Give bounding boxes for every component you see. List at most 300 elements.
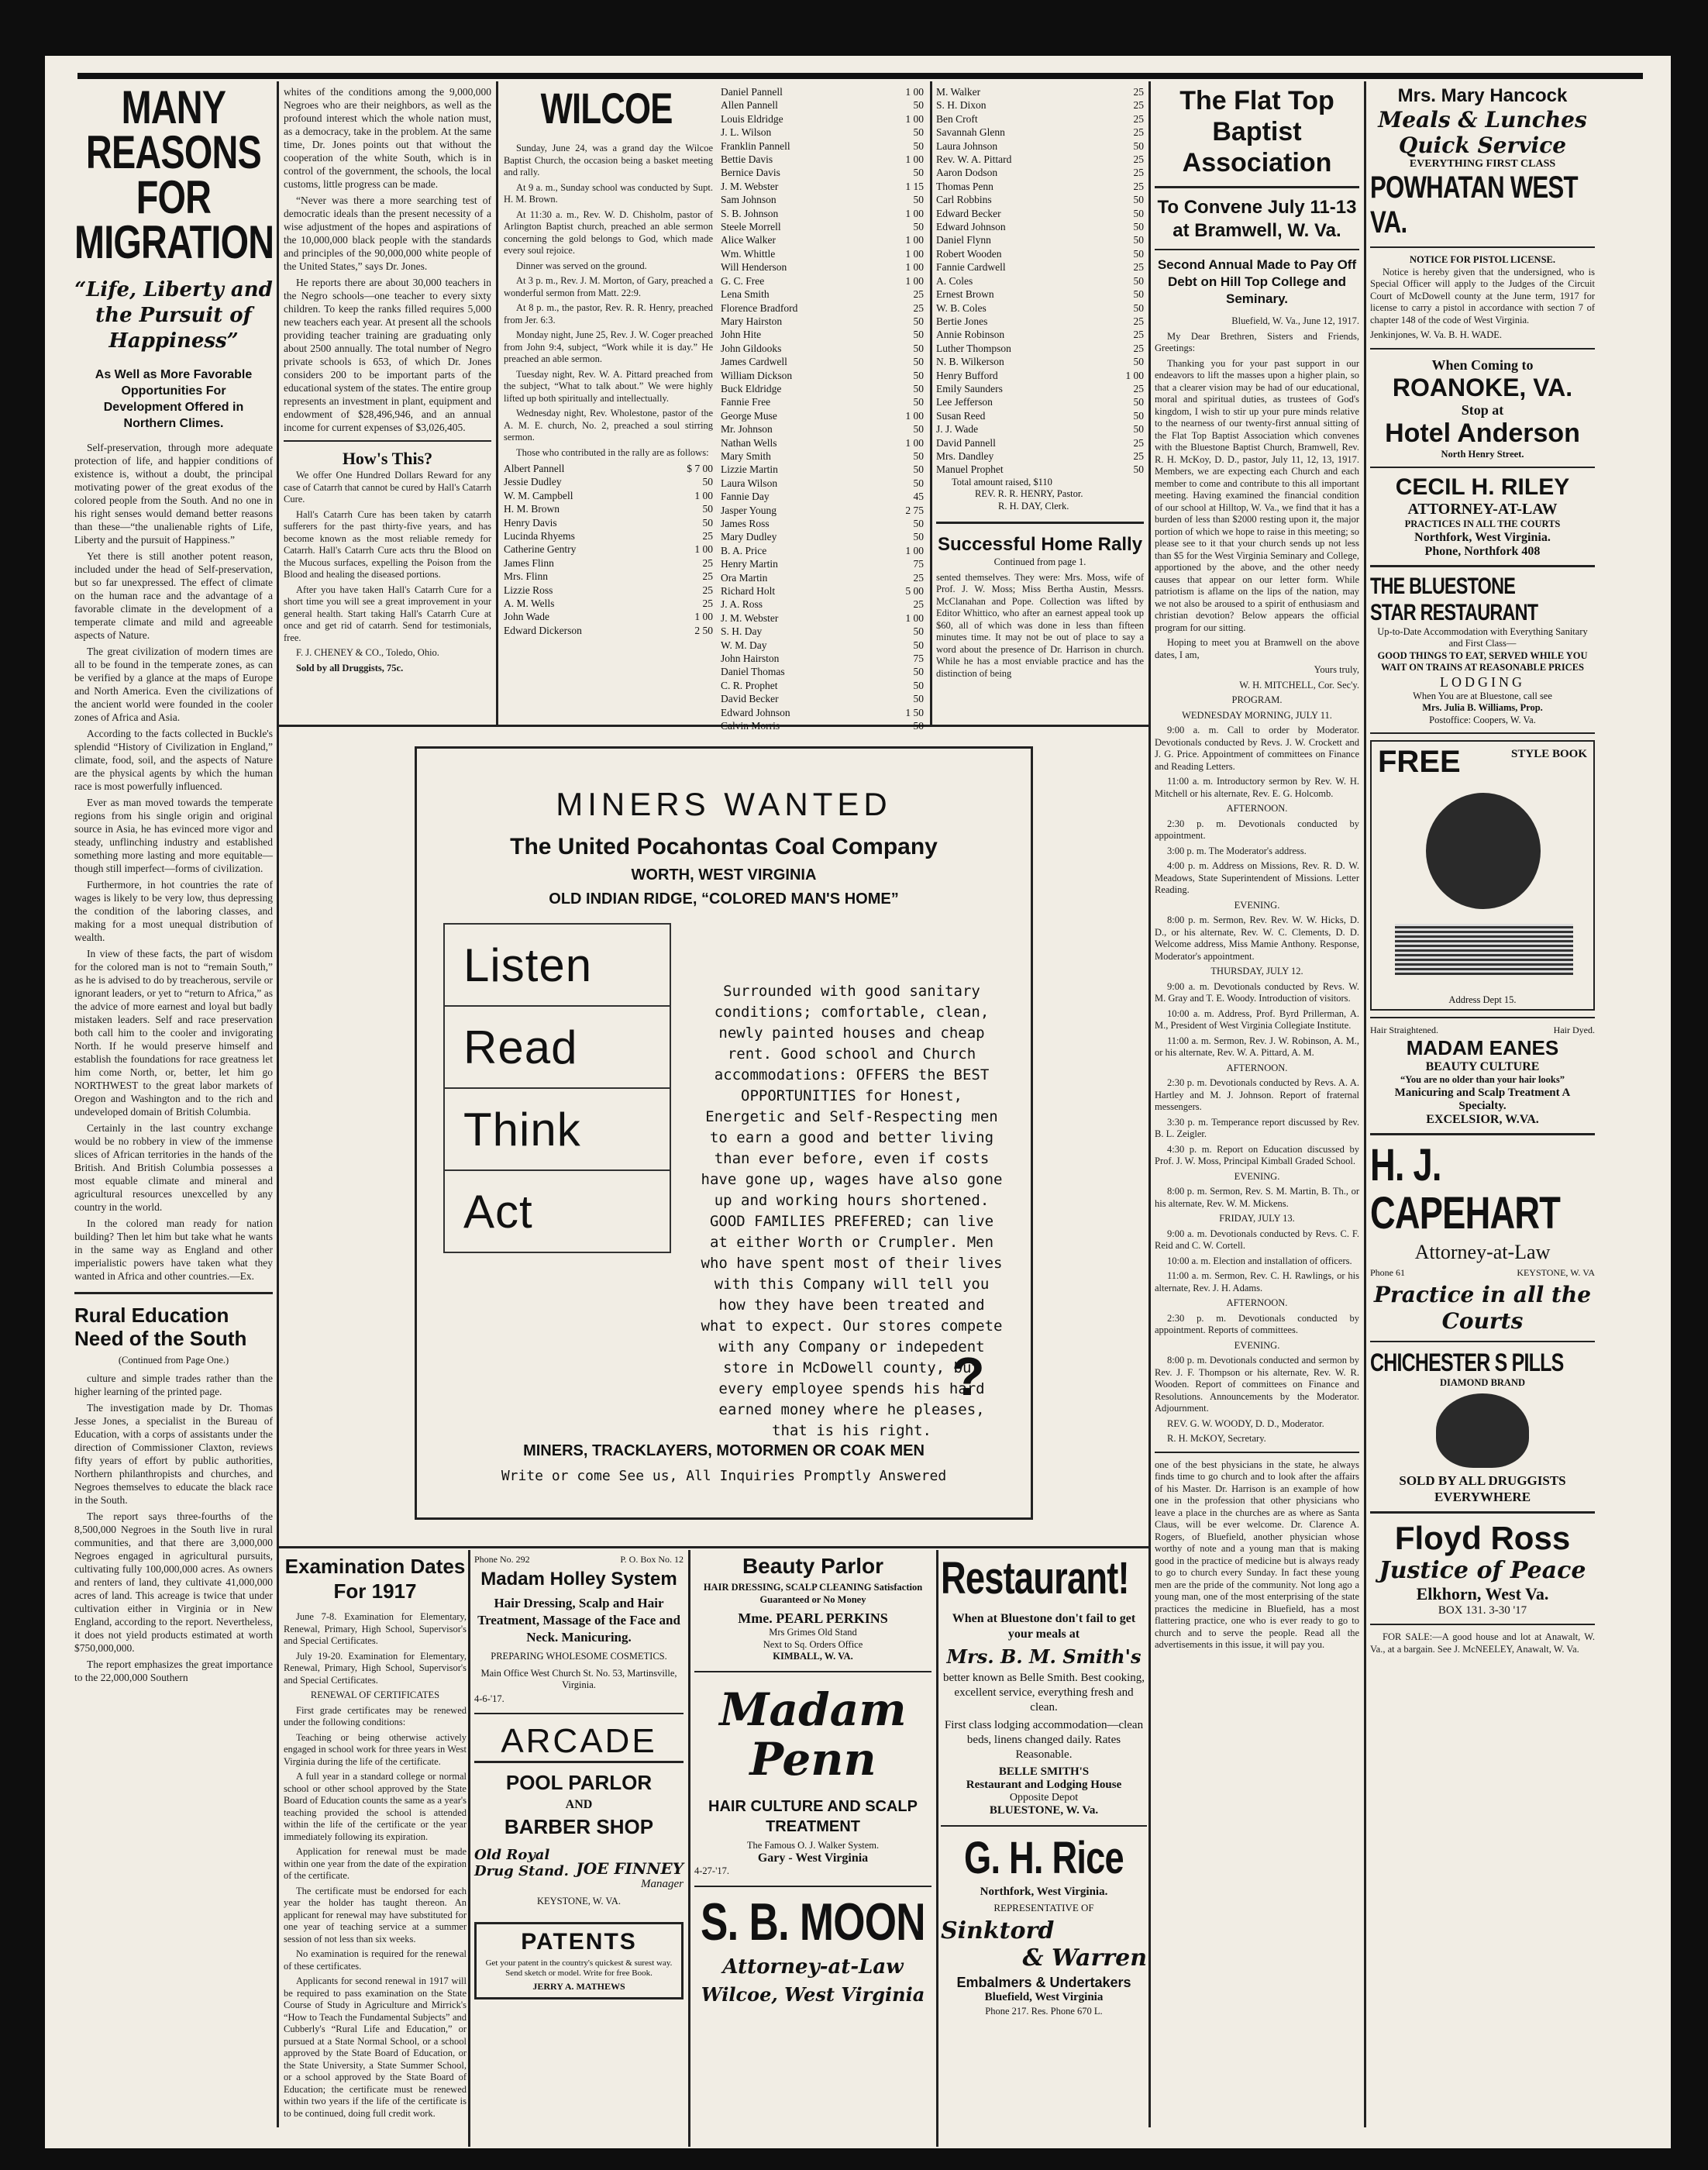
- contributor-name: Mary Dudley: [721, 531, 777, 543]
- list-item: [721, 436, 924, 450]
- program-title: PROGRAM.: [1231, 694, 1283, 705]
- article-body: [284, 1611, 467, 2120]
- program-heading: AFTERNOON.: [1226, 1062, 1288, 1073]
- list-item: [936, 85, 1144, 98]
- paragraph: Monday night, June 25, Rev. J. W. Coger preached from John 9:4, subject, “Work while it is day.” He preached an able sermon.: [504, 329, 713, 364]
- paragraph: one of the best physicians in the state, he always finds time to go church and to look after the affairs of his Master. Dr. Harrison is an example of how one in the profession that other physicians who leave a place in the churches are as where as Santa Claus, will be ever welcome. Dr. Clarence A. Rogers, of Bluefield, another physician whose worthy of note and a young man that is making good in the practice of medicine but is always ready to go to church every Sunday. In fact these young men are the pride of the community. Not long ago a young man, one of the most enterprising of the state practices the medicine in Bluefield, has a most flattering practice, one who is ever ready to go to church and to serve the people. Read all the advertisements in this issue, it will pay you.: [1155, 1459, 1359, 1650]
- contributor-name: James Ross: [721, 518, 770, 529]
- paragraph: He reports there are about 30,000 teachers in the Negro schools—one teacher to every sixty children. To keep the ranks filled requires 5,000 new teachers each year. At present all the schools providing teacher training are graduating only about 2500 annually. The total number of Negro private schools is 653, of which Dr. Jones considers 200 to be important parts of the educational system of the states. The entire group represents an investment in plant, equipment and endowment of $28,496,946, and an annual income for current expenses of $3,026,405.: [284, 277, 491, 433]
- list-item: [721, 530, 924, 543]
- paragraph: After you have taken Hall's Catarrh Cure for a short time you will see a great improvement in your general health. Start taking Hall's Catarrh Cure at once and get rid of catarrh. Send for testimonials, free.: [284, 584, 491, 643]
- list-item: [721, 140, 924, 153]
- contributor-name: J. M. Webster: [721, 180, 779, 192]
- article-body: [284, 85, 491, 434]
- paragraph: Thanking you for your past support in our endeavors to lift the masses upon a higher plain, so that a clearer vision may be had of our educational, moral and spiritual duties, as trustees of God's kingdom, I wish to stir up your pure minds relative to the nearness of our twenty-first annual sitting of the Flat Top Baptist Association which convenes with the Bluestone Baptist Church, Bramwell, Rev. R. H. McKoy, D. D., pastor, July 11, 12, 13, 1917. Members, we are expecting each Church and each member to come and contribute to this all important meeting. Having examined the financial condition of our school at Hilltop, W. Va., we find that it has a burden of less than $2000 resting upon it, the major portion of which we hope to raise in this meeting; so please see to it that your church sends up not less than $5 for the West Virginia Seminary and College, apportioned by the above, and the other needy causes that appear on our letter form. While patriotism is aflame on the lips of the nation, may we not also be aroused to a spirit of enthusiasm and christian devotion? Below appears the official program for our sitting.: [1155, 357, 1359, 633]
- paragraph: Hoping to meet you at Bramwell on the above dates, I am,: [1155, 637, 1359, 660]
- contribution-amount: 50: [913, 518, 924, 529]
- contributor-name: Daniel Thomas: [721, 666, 785, 678]
- program-heading: AFTERNOON.: [1226, 803, 1288, 814]
- list-item: [721, 315, 924, 328]
- paragraph: The report says three-fourths of the 8,500,000 Negroes in the South live in rural communities, and that there are 3,000,000 Negroes engaged in agricultural pursuits, cultivating fully 100,000,000 acres. As owners and renters of land, they cultivate 41,000,000 acres of land. This acreage is twice that under cultivation either in Virginia or in New England, according to the report. Nevertheless, it does not yield products estimated at worth $750,000,000.: [74, 1510, 273, 1654]
- eanes-header: [1370, 1025, 1595, 1036]
- holley-services: Hair Dressing, Scalp and Hair Treatment, Massage of the Face and Neck. Manicuring.: [477, 1596, 680, 1645]
- ad-divider: [694, 1671, 931, 1672]
- contributor-name: Thomas Penn: [936, 180, 993, 192]
- list-item: [504, 502, 713, 515]
- list-item: [936, 153, 1144, 166]
- list-item: [936, 98, 1144, 112]
- list-item: [721, 639, 924, 652]
- notice-body: [1370, 267, 1595, 327]
- contribution-amount: 1 00: [905, 544, 924, 556]
- article-divider: [1155, 186, 1359, 188]
- contribution-amount: 50: [913, 329, 924, 341]
- contribution-amount: 50: [1133, 301, 1144, 314]
- list-item: [936, 140, 1144, 153]
- list-item: [721, 85, 924, 98]
- contributor-name: J. L. Wilson: [721, 126, 772, 139]
- list-item: [936, 247, 1144, 260]
- contributor-name: Robert Wooden: [936, 247, 1002, 260]
- contributor-name: Laura Wilson: [721, 477, 778, 489]
- program-item: 8:00 p. m. Devotionals conducted and sermon by Rev. J. F. Thompson or his alternate, Rev. W. R. Wooden. Report of committees on Finance and Resolutions. Announcements by the Moderator. Adjournment.: [1155, 1355, 1359, 1414]
- list-item: [721, 98, 924, 112]
- list-item: [721, 706, 924, 719]
- contribution-amount: 25: [1133, 112, 1144, 125]
- capehart-title: Attorney-at-Law: [1414, 1240, 1551, 1263]
- contribution-amount: 1 00: [905, 611, 924, 624]
- list-item: [721, 504, 924, 517]
- eanes-dyed: Hair Dyed.: [1553, 1025, 1595, 1035]
- paragraph: No examination is required for the renewal of these certificates.: [284, 1948, 467, 1972]
- free-style-book-ad: [1370, 740, 1595, 1011]
- list-item: [504, 462, 713, 475]
- contribution-amount: 25: [1133, 382, 1144, 394]
- list-item: [721, 679, 924, 692]
- exam-dates-article: [284, 1554, 467, 2143]
- contribution-amount: 25: [913, 301, 924, 314]
- contributor-name: Fannie Cardwell: [936, 261, 1006, 274]
- clerk-signature: R. H. DAY, Clerk.: [998, 500, 1069, 512]
- holley-office: Main Office West Church St. No. 53, Martinsville, Virginia.: [480, 1667, 677, 1690]
- contribution-amount: 50: [913, 720, 924, 732]
- ad-divider: [941, 1825, 1147, 1827]
- word-read: Read: [445, 1007, 670, 1089]
- contribution-amount: 50: [1133, 194, 1144, 206]
- contribution-amount: 50: [913, 221, 924, 233]
- rice-phone: Phone 217. Res. Phone 670 L.: [985, 2006, 1103, 2017]
- total-amount: Total amount raised, $110: [952, 476, 1052, 487]
- list-item: [721, 409, 924, 422]
- list-item: [721, 126, 924, 139]
- continued-note: Continued from page 1.: [993, 556, 1086, 568]
- capehart-phone: Phone 61: [1370, 1266, 1405, 1278]
- paragraph: The investigation made by Dr. Thomas Jesse Jones, a specialist in the Bureau of Education, with a corps of assistants under the direction of Commissioner Claxton, reviews fifty years of effort by public authorities, Northern philanthropists and churches, and Negroes themselves to educate the black race in the South.: [74, 1401, 273, 1506]
- contributor-name: Allen Pannell: [721, 99, 778, 112]
- list-item: [504, 610, 713, 623]
- contribution-amount: 50: [913, 477, 924, 489]
- paragraph: Applicants for second renewal in 1917 will be required to pass examination on the State Course of Study in Agriculture and Mirrick's “How to Teach the Fundamental Subjects” and Cubberly's “Rural Life and Education,” or pursued at a State Normal School, or a school approved by the State Board of Education, or the State University, a State Summer School, or a school approved by the State Board of Education; the certificate must be renewed within two years if the life of the certificate is to be continued, doing full credit work.: [284, 1975, 467, 2119]
- contributor-name: William Dickson: [721, 369, 793, 381]
- beauty-services: HAIR DRESSING, SCALP CLEANING Satisfaction Guaranteed or No Money: [703, 1582, 923, 1605]
- list-item: [936, 409, 1144, 422]
- list-item: [936, 328, 1144, 341]
- contributor-name: Lena Smith: [721, 288, 770, 301]
- list-item: [504, 529, 713, 542]
- contributor-name: John Gildooks: [721, 342, 782, 354]
- eanes-name: MADAM EANES: [1406, 1036, 1559, 1059]
- riley-title: ATTORNEY-AT-LAW: [1407, 501, 1558, 518]
- contributor-name: Luther Thompson: [936, 342, 1011, 354]
- contributor-name: Sam Johnson: [721, 194, 777, 206]
- list-item: [721, 557, 924, 570]
- contribution-amount: 25: [1133, 99, 1144, 112]
- contributor-name: Richard Holt: [721, 585, 776, 598]
- paragraph: Furthermore, in hot countries the rate of wages is likely to be very low, thus depressing the condition of the laboring classes, and making for a most unequal distribution of wealth.: [74, 879, 273, 943]
- article-body: [504, 143, 713, 459]
- contributor-name: Ora Martin: [721, 571, 768, 584]
- contribution-amount: 25: [913, 598, 924, 611]
- contributor-name: Mr. Johnson: [721, 423, 773, 436]
- paragraph: July 19-20. Examination for Elementary, Renewal, Primary, High School, Supervisor's and Special Certificates.: [284, 1650, 467, 1686]
- paragraph: Dinner was served on the ground.: [516, 260, 647, 271]
- paragraph: The certificate must be endorsed for each year the holder has taught thereon. An applicant for renewal may have substituted for one year of teaching service at a summer session of not less than six weeks.: [284, 1885, 467, 1944]
- roanoke-line2: ROANOKE, VA.: [1392, 373, 1573, 401]
- question-mark: ?: [952, 1346, 985, 1407]
- top-rule: [77, 73, 1643, 79]
- contributor-name: S. B. Johnson: [721, 207, 779, 219]
- list-item: [936, 233, 1144, 246]
- contributor-name: Henry Martin: [721, 558, 778, 570]
- contributor-name: A. M. Wells: [504, 598, 555, 610]
- list-item: [504, 475, 713, 488]
- column-divider: [930, 81, 932, 725]
- patents-name: JERRY A. MATHEWS: [532, 1980, 625, 1992]
- list-item: [721, 355, 924, 368]
- paragraph: June 7-8. Examination for Elementary, Renewal, Primary, High School, Supervisor's and Special Certificates.: [284, 1611, 467, 1646]
- program-item: 9:00 a. m. Devotionals conducted by Revs. W. M. Gray and T. E. Woody. Introduction of visitors.: [1155, 980, 1359, 1004]
- list-item: [721, 247, 924, 260]
- contributor-name: Alice Walker: [721, 234, 777, 246]
- contributor-name: Mrs. Dandley: [936, 450, 994, 462]
- arcade-line2: AND: [565, 1798, 593, 1811]
- moon-role: Attorney-at-Law: [722, 1955, 904, 1979]
- program-item: 2:30 p. m. Devotionals conducted by appointment. Reports of committees.: [1155, 1312, 1359, 1335]
- company-location: WORTH, WEST VIRGINIA: [631, 866, 817, 884]
- list-item: [721, 382, 924, 395]
- list-item: [936, 260, 1144, 274]
- column-divider: [496, 81, 498, 725]
- restaurant-l3: better known as Belle Smith. Best cooking, excellent service, everything fresh and clean.: [943, 1672, 1145, 1714]
- contributor-name: Albert Pannell: [504, 463, 565, 474]
- contribution-amount: 1 00: [905, 207, 924, 219]
- list-item: [504, 584, 713, 597]
- program-heading: EVENING.: [1234, 1170, 1280, 1182]
- contribution-amount: 25: [1133, 329, 1144, 341]
- patents-body: Get your patent in the country's quickest & surest way. Send sketch or model. Write for free Book.: [485, 1958, 673, 1978]
- contribution-amount: 50: [1133, 247, 1144, 260]
- bluestone-line5: LODGING: [1440, 673, 1525, 690]
- list-item: [936, 342, 1144, 355]
- contribution-amount: 50: [913, 531, 924, 543]
- paragraph: Wednesday night, Rev. Wholestone, pastor of the A. M. E. church, No. 2, preached a soul stirring sermon.: [504, 408, 713, 443]
- contributor-name: Emily Saunders: [936, 382, 1003, 394]
- list-item: [721, 463, 924, 476]
- program-item: 9:00 a. m. Devotionals conducted by Revs. C. F. Reid and C. W. Cortell.: [1155, 1228, 1359, 1251]
- paragraph: At 8 p. m., the pastor, Rev. R. R. Henry, preached from Jer. 6:3.: [504, 302, 713, 326]
- list-item: [721, 220, 924, 233]
- contribution-amount: 50: [913, 126, 924, 139]
- list-item: [504, 489, 713, 502]
- roanoke-line1: When Coming to: [1431, 356, 1534, 373]
- beauty-addr2: Next to Sq. Orders Office: [763, 1638, 863, 1650]
- rice-firm2: & Warren: [1022, 1944, 1147, 1972]
- contributor-list: [936, 85, 1144, 477]
- section-rule: [279, 1546, 1148, 1548]
- contribution-amount: 1 00: [905, 436, 924, 449]
- fine-print-block: [1395, 924, 1573, 975]
- contributor-name: H. M. Brown: [504, 503, 560, 515]
- restaurant-column: [941, 1554, 1147, 2143]
- list-item: [721, 450, 924, 463]
- contributor-name: Florence Bradford: [721, 301, 798, 314]
- moon-name: S. B. MOON: [700, 1892, 925, 1951]
- chichester-brand: DIAMOND BRAND: [1439, 1376, 1526, 1388]
- list-item: [721, 166, 924, 179]
- contributor-name: David Becker: [721, 693, 779, 705]
- contribution-amount: 25: [913, 288, 924, 301]
- article-body: [936, 572, 1144, 680]
- arcade-line4: Old Royal Drug Stand.: [474, 1847, 569, 1879]
- contributor-name: Buck Eldridge: [721, 382, 782, 394]
- contributor-name: Bettie Davis: [721, 153, 773, 166]
- list-item: [504, 570, 713, 583]
- list-item: [936, 395, 1144, 408]
- contributor-name: Daniel Flynn: [936, 234, 991, 246]
- beauty-place: KIMBALL, W. VA.: [773, 1651, 853, 1662]
- contributor-name: James Flinn: [504, 556, 554, 569]
- restaurant-l6: Restaurant and Lodging House: [966, 1779, 1122, 1791]
- restaurant-l2: Mrs. B. M. Smith's: [946, 1645, 1142, 1668]
- list-item: [936, 288, 1144, 301]
- contribution-amount: $ 7 00: [687, 463, 713, 474]
- contribution-amount: 50: [913, 194, 924, 206]
- capehart-contact: [1370, 1267, 1595, 1279]
- list-item: [936, 126, 1144, 139]
- arcade-line1: POOL PARLOR: [505, 1771, 653, 1794]
- hancock-service: Quick Service: [1398, 133, 1567, 158]
- contributor-name: G. C. Free: [721, 274, 765, 287]
- beauty-addr1: Mrs Grimes Old Stand: [769, 1627, 857, 1638]
- contribution-amount: 25: [1133, 126, 1144, 139]
- contributor-name: Edward Johnson: [721, 706, 790, 718]
- contributor-name: David Pannell: [936, 436, 996, 449]
- program-item: 3:00 p. m. The Moderator's address.: [1167, 845, 1307, 856]
- contribution-amount: 50: [913, 99, 924, 112]
- column-divider: [936, 1550, 938, 2147]
- list-item: [936, 355, 1144, 368]
- paragraph: Hall's Catarrh Cure has been taken by catarrh sufferers for the past thirty-five years, and has become known as the most reliable remedy for Catarrh. Hall's Catarrh Cure acts thru the Blood on the Mucous surfaces, expelling the Poison from the Blood and healing the diseased portions.: [284, 508, 491, 580]
- contributor-name: J. A. Ross: [721, 598, 763, 611]
- roanoke-line5: North Henry Street.: [1441, 448, 1524, 460]
- list-item: [721, 719, 924, 732]
- contributor-name: Ben Croft: [936, 112, 978, 125]
- arcade-title: ARCADE: [474, 1722, 684, 1763]
- contribution-amount: 50: [913, 140, 924, 152]
- contribution-amount: 50: [913, 693, 924, 705]
- ad-footer: [417, 1442, 1031, 1484]
- paragraph: Teaching or being otherwise actively engaged in school work for three years in West Virginia during the life of the certificate.: [284, 1731, 467, 1767]
- contribution-amount: 25: [1133, 450, 1144, 462]
- ad-divider: [474, 1713, 684, 1714]
- penn-system: The Famous O. J. Walker System.: [746, 1839, 880, 1851]
- article-body: [74, 1372, 273, 1684]
- arcade-line3: BARBER SHOP: [504, 1815, 654, 1838]
- contributor-name: Daniel Pannell: [721, 86, 783, 98]
- contributor-name: Fannie Day: [721, 491, 770, 503]
- style-book-label: STYLE BOOK: [1511, 748, 1587, 760]
- ad-divider: [1370, 348, 1595, 350]
- program-item: 10:00 a. m. Address, Prof. Byrd Prillerman, A. M., President of West Virginia Collegiate Institute.: [1155, 1008, 1359, 1031]
- deck: As Well as More Favorable Opportunities For Development Offered in Northern Climes.: [95, 368, 253, 430]
- contributor-name: Aaron Dodson: [936, 167, 998, 179]
- contribution-amount: 25: [1133, 315, 1144, 327]
- paragraph: First grade certificates may be renewed under the following conditions:: [284, 1704, 467, 1727]
- list-item: [936, 382, 1144, 395]
- contribution-amount: 75: [913, 558, 924, 570]
- contributor-name: Ernest Brown: [936, 288, 994, 301]
- program-item: 8:00 p. m. Sermon, Rev. S. M. Martin, B. Th., or his alternate, Rev. W. M. Mickens.: [1155, 1186, 1359, 1209]
- contribution-amount: 50: [1133, 423, 1144, 436]
- free-label: FREE: [1378, 745, 1461, 779]
- contribution-amount: 45: [913, 491, 924, 503]
- paragraph: FOR SALE:—A good house and lot at Anawalt, W. Va., at a bargain. See J. McNEELEY, Anawalt, W. Va.: [1370, 1631, 1595, 1655]
- word-think: Think: [445, 1089, 670, 1171]
- column-divider: [688, 1550, 690, 2147]
- contribution-amount: 1 00: [905, 274, 924, 287]
- paragraph: F. J. CHENEY & CO., Toledo, Ohio.: [296, 647, 439, 658]
- program-heading: AFTERNOON.: [1226, 1297, 1288, 1308]
- penn-services: HAIR CULTURE AND SCALP TREATMENT: [708, 1797, 918, 1835]
- contribution-amount: 50: [913, 369, 924, 381]
- contribution-amount: 50: [1133, 288, 1144, 301]
- ridge-name: OLD INDIAN RIDGE, “COLORED MAN'S HOME”: [549, 890, 899, 908]
- restaurant-title: Restaurant!: [941, 1553, 1129, 1603]
- subheadline: “Life, Liberty and the Pursuit of Happiness”: [74, 278, 273, 353]
- program-item: 10:00 a. m. Election and installation of officers.: [1167, 1255, 1352, 1266]
- bluestone-line4: GOOD THINGS TO EAT, SERVED WHILE YOU WAIT ON TRAINS AT REASONABLE PRICES: [1377, 649, 1588, 673]
- article-body: [1155, 315, 1359, 1652]
- contribution-amount: 1 00: [905, 234, 924, 246]
- for-sale-notice: [1370, 1631, 1595, 1655]
- penn-title1: Madam: [719, 1683, 907, 1736]
- contributor-name: Fannie Free: [721, 396, 771, 408]
- contribution-amount: 2 75: [905, 504, 924, 516]
- contributor-name: John Hite: [721, 329, 762, 341]
- list-item: [721, 598, 924, 611]
- paragraph: Ever as man moved towards the temperate regions from his single origin and original source in Asia, he has evinced more vigor and steady, unflinching industry and established something more lasting and more equitable—though still imperfect—forms of civilization.: [74, 797, 273, 874]
- contribution-amount: 50: [913, 679, 924, 691]
- list-item: [721, 395, 924, 408]
- contribution-amount: 50: [913, 625, 924, 638]
- bluestone-line8: Postoffice: Coopers, W. Va.: [1429, 714, 1536, 725]
- contribution-amount: 50: [913, 167, 924, 179]
- riley-phone: Phone, Northfork 408: [1424, 544, 1541, 558]
- contribution-amount: 1 00: [694, 489, 713, 501]
- arcade-owner: JOE FINNEY: [576, 1859, 684, 1878]
- list-item: [721, 571, 924, 584]
- contribution-amount: 25: [1133, 180, 1144, 192]
- ad-divider: [694, 1886, 931, 1887]
- contributor-list: [721, 85, 924, 733]
- roanoke-line4: Hotel Anderson: [1385, 418, 1580, 448]
- roanoke-line3: Stop at: [1461, 401, 1504, 418]
- contribution-amount: 50: [913, 666, 924, 678]
- ad-body: Surrounded with good sanitary conditions; comfortable, clean, newly painted houses and cheap rent. Good school and Church accommodations: OFFERS the BEST OPPORTUNITIES for Honest, Energetic and Self-Respecting men to earn a good and better living than ever before, even if costs have gone up, wages have also gone up and working hours shortened. GOOD FAMILIES PREFERED; can live at either Worth or Crumpler. Men who have spent most of their lives with this Company will tell you how they have been treated and what to expect. Our stores compete with any Company or indepedent store in McDowell county, but every employee spends his hard earned money where he pleases, that is his right.: [701, 983, 1003, 1439]
- miners-wanted-ad: [415, 746, 1033, 1520]
- rice-name: G. H. Rice: [964, 1833, 1124, 1883]
- ad-title: MINERS WANTED: [556, 786, 892, 822]
- contributor-name: J. J. Wade: [936, 423, 979, 436]
- holley-contact: [474, 1554, 684, 1566]
- restaurant-l5: BELLE SMITH'S: [998, 1765, 1090, 1778]
- contributor-name: John Hairston: [721, 653, 780, 665]
- contribution-amount: 50: [913, 396, 924, 408]
- company-name: The United Pocahontas Coal Company: [510, 834, 938, 859]
- capehart-courts: Practice in all the Courts: [1373, 1281, 1592, 1334]
- paragraph: Notice is hereby given that the undersigned, who is Special Officer will apply to the Judges of the Circuit Court of McDowell county at the June term, 1917 for license to carry a pistol in accordance with section 7 of chapter 148 of the code of West Virginia.: [1370, 266, 1595, 326]
- rice-line: Embalmers & Undertakers: [956, 1975, 1131, 1990]
- headline: The Flat Top Baptist Association: [1179, 86, 1334, 177]
- list-item: [721, 260, 924, 274]
- paragraph: Those who contributed in the rally are as follows:: [516, 446, 709, 458]
- contributor-name: Susan Reed: [936, 409, 986, 422]
- contribution-amount: 1 00: [1125, 369, 1144, 381]
- contributor-list: [504, 462, 713, 637]
- paragraph: In view of these facts, the part of wisdom for the colored man is not to “remain South,” as he is advised to do by treacherous, servile or ignorant leaders, or yet to “return to Africa,” as the advice of more earnest and loyal but badly mistaken leaders. Self and race preservation both call him to the cooler and invigorating North. If he would preserve himself and establish the foundations for race greatness let him come North, or, better, let him go NORTHWEST to the great labor markets of Oregon and Washington and to the rich and undeveloped domain of British Columbia.: [74, 948, 273, 1118]
- contribution-amount: 1 00: [905, 86, 924, 98]
- eanes-straightened: Hair Straightened.: [1370, 1025, 1438, 1035]
- contributor-name: Laura Johnson: [936, 140, 998, 152]
- bluestone-line7: Mrs. Julia B. Williams, Prop.: [1422, 702, 1543, 713]
- education-continued: [284, 85, 491, 721]
- free-address: Address Dept 15.: [1448, 994, 1517, 1005]
- contribution-amount: 1 00: [905, 409, 924, 422]
- paragraph: A full year in a standard college or normal school or other school approved by the State Board of Education counts the same as a year's teaching provided the school is attended within the life of the certificate or the year immediately following its expiration.: [284, 1771, 467, 1842]
- eanes-services: Manicuring and Scalp Treatment A Specialty.: [1394, 1086, 1571, 1112]
- list-item: [936, 220, 1144, 233]
- list-item: [936, 301, 1144, 315]
- rice-place: Northfork, West Virginia.: [980, 1886, 1108, 1898]
- column-divider: [1148, 81, 1151, 2127]
- program-item: 9:00 a. m. Call to order by Moderator. Devotionals conducted by Revs. J. W. Crockett and J. G. Price. Appointment of committees on Finance and Reading Letters.: [1155, 725, 1359, 772]
- penn-place: Gary - West Virginia: [757, 1851, 869, 1865]
- contributor-name: Edward Becker: [936, 207, 1001, 219]
- restaurant-l8: BLUESTONE, W. Va.: [989, 1804, 1099, 1817]
- contribution-amount: 25: [1133, 86, 1144, 98]
- restaurant-l4: First class lodging accommodation—clean beds, linens changed daily. Rates Reasonable.: [944, 1719, 1144, 1761]
- contributor-name: S. H. Dixon: [936, 99, 987, 112]
- program-item: 4:00 p. m. Address on Missions, Rev. R. D. W. Meadows, State Superintendent of Missions. Letter Reading.: [1155, 860, 1359, 895]
- hancock-meals: Meals & Lunches: [1378, 107, 1587, 133]
- contributor-name: Lee Jefferson: [936, 396, 993, 408]
- paragraph: whites of the conditions among the 9,000,000 Negroes who are their neighbors, as well as the profound interest which the whole nation must, as a democracy, take in the problem. At the same time, Dr. Jones points out that without the cooperation of the white South, which is in control of the government, the schools, the local customs, little progress can be made.: [284, 86, 491, 190]
- list-item: [936, 436, 1144, 450]
- hancock-place: POWHATAN WEST VA.: [1370, 170, 1578, 239]
- list-item: [721, 193, 924, 206]
- notice-title: NOTICE FOR PISTOL LICENSE.: [1409, 254, 1556, 265]
- eanes-culture: BEAUTY CULTURE: [1425, 1060, 1540, 1073]
